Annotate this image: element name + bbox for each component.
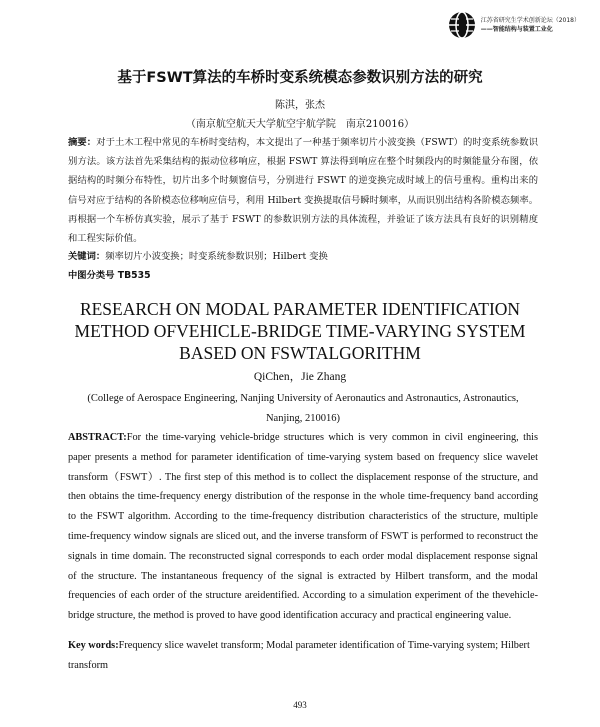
english-title-line-1: RESEARCH ON MODAL PARAMETER IDENTIFICATION — [79, 299, 521, 319]
english-abstract-text: For the time-varying vehicle-bridge structures which is very common in civil engineering, this paper presents a method for parameter identification of time-varying system based on frequency slice wavelet transform（FSWT）. The first step of this method is to collect the displacement response of the structure, and then obtains the time-frequency energy distribution of the response in the whole time-frequency band according to the FSWT algorithm. According to the time-frequency distribution characteristics of the structure, multiple time-frequency window signals are sliced out, and the inverse transform of FSWT is performed to reconstruct the signals in time domain. The reconstructed signal corresponds to each order modal displacement response signal of the structure. The instantaneous frequency of the signal is extracted by Hilbert transform, and the modal frequencies of each order of the structure areidentified. According to a simulation experiment of the thevehicle-bridge structure, the method is proved to have good identification accuracy and practical engineering value. — [68, 432, 538, 622]
globe-logo-icon — [447, 10, 477, 40]
english-title-line-3: BASED ON FSWTALGORITHM — [179, 343, 421, 363]
header-line-1: 江苏省研究生学术创新论坛（2018） — [480, 17, 580, 24]
classification-label: 中图分类号 — [68, 270, 115, 281]
chinese-abstract-text: 对于土木工程中常见的车桥时变结构，本文提出了一种基于频率切片小波变换（FSWT）的时变系统参数识别方法。该方法首先采集结构的振动位移响应，根据 FSWT 算法得到响应在整个时频段内的时频能量分布图，依据结构的时频分布特性，切片出多个时频窗信号，分别进行 FSWT 的逆变换完成时域上的信号重构。重构出来的信号对应于结构的各阶模态位移响应信号，利用 Hilbert 变换提取信号瞬时频率，从而识别出结构各阶模态频率。再根据一个车桥仿真实验，展示了基于 FSWT 的参数识别方法的具体流程，并验证了该方法具有良好的识别精度和工程实际价值。 — [68, 137, 538, 245]
english-keywords-text: Frequency slice wavelet transform; Modal parameter identification of Time-varying system; Hilbert transform — [68, 640, 530, 671]
english-keywords — [68, 636, 538, 676]
english-keywords-label: Key words: — [68, 640, 119, 651]
chinese-keywords-text: 频率切片小波变换；时变系统参数识别；Hilbert 变换 — [105, 251, 328, 262]
chinese-keywords — [68, 248, 538, 262]
classification-value: TB535 — [117, 270, 151, 281]
chinese-affiliation: （南京航空航天大学航空宇航学院 南京210016） — [185, 119, 415, 130]
conference-header — [447, 10, 580, 40]
english-abstract-label: ABSTRACT: — [68, 432, 127, 443]
header-text — [481, 16, 580, 34]
english-title-line-2: METHOD OFVEHICLE-BRIDGE TIME-VARYING SYSTEM — [74, 321, 526, 341]
english-abstract — [68, 428, 538, 626]
chinese-title: 基于FSWT算法的车桥时变系统模态参数识别方法的研究 — [117, 70, 483, 86]
english-title — [0, 298, 600, 364]
english-authors: QiChen，Jie Zhang — [253, 371, 347, 383]
header-line-2: ——智能结构与装置工业化 — [480, 26, 553, 33]
chinese-authors: 陈淇，张杰 — [275, 100, 325, 111]
english-affiliation: (College of Aerospace Engineering, Nanjing University of Aeronautics and Astronautics, Astronautics, Nanjing, 210016) — [87, 393, 519, 424]
chinese-keywords-label: 关键词： — [68, 251, 106, 262]
page-number: 493 — [293, 700, 307, 710]
chinese-abstract — [68, 133, 538, 248]
chinese-abstract-label: 摘要： — [68, 137, 97, 148]
classification-number — [68, 267, 151, 281]
